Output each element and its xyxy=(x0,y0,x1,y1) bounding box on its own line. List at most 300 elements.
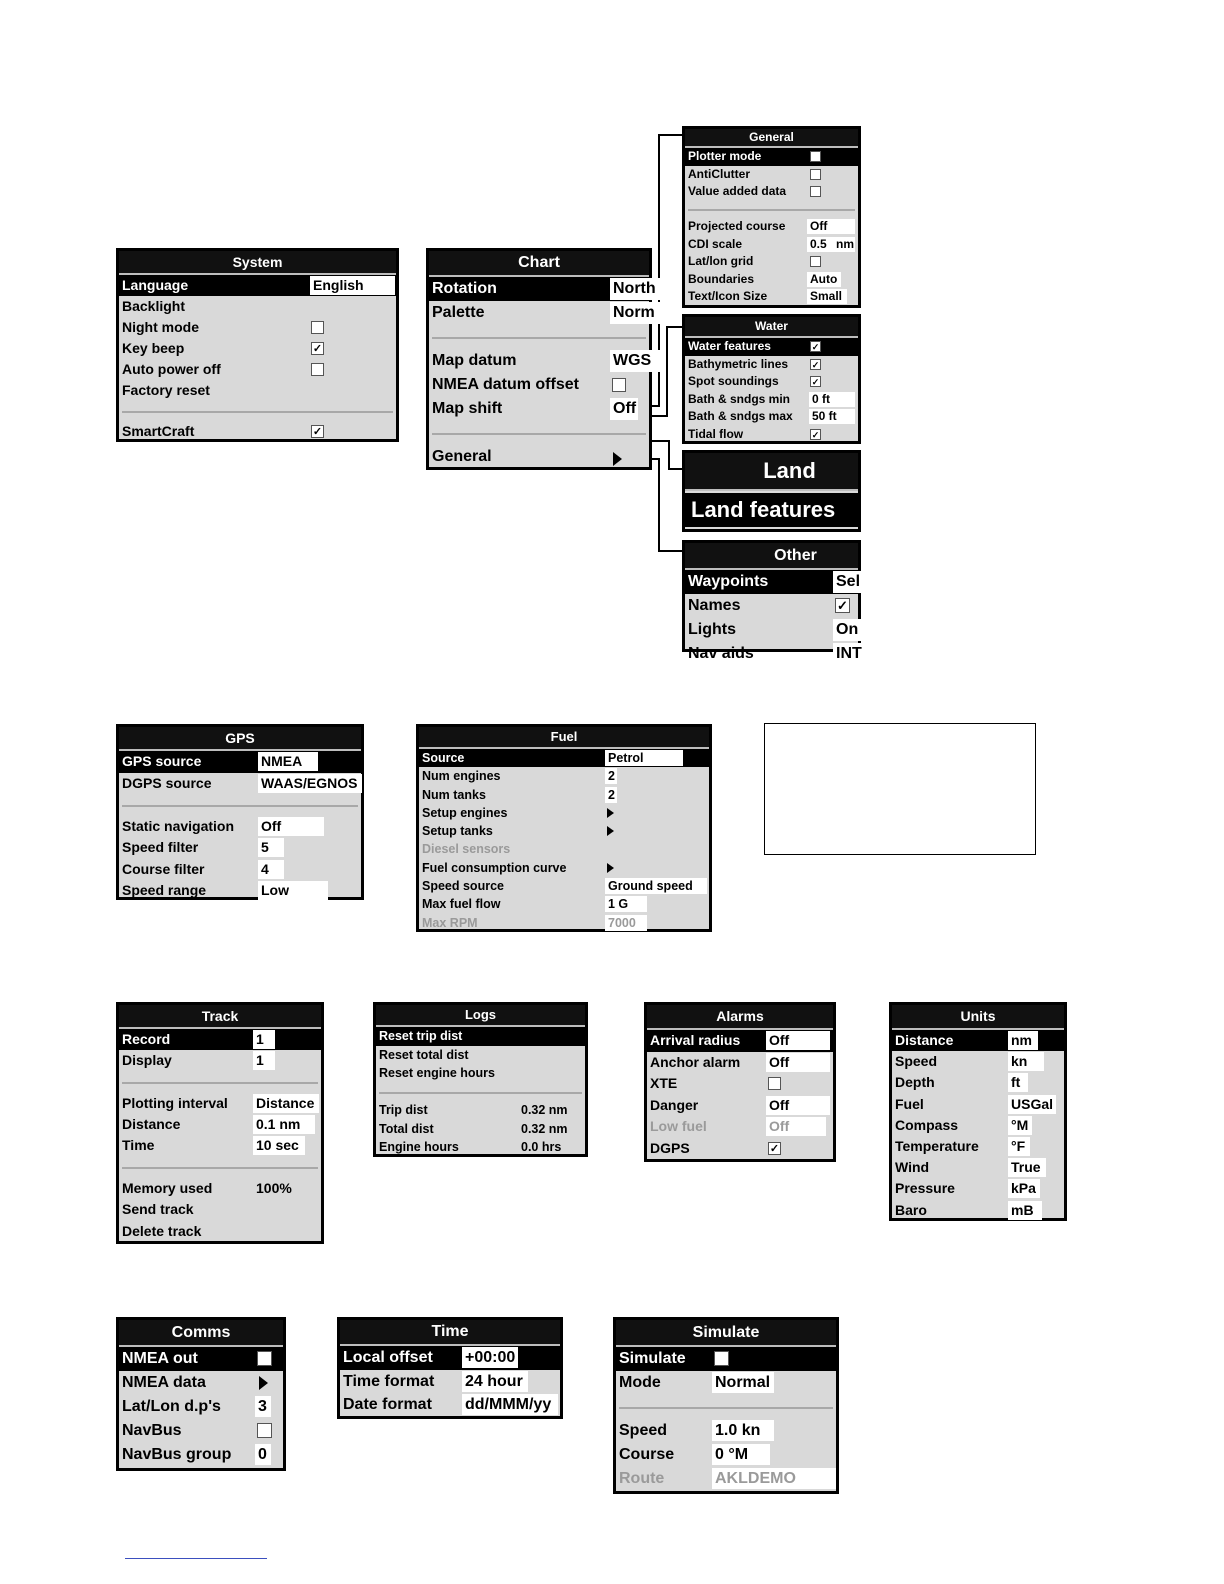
row-label: NMEA data xyxy=(122,1374,206,1391)
separator xyxy=(119,794,361,816)
separator xyxy=(429,421,649,445)
menu-row-wind-unit[interactable] xyxy=(892,1157,1064,1178)
nav-aids-value[interactable]: INT xyxy=(833,643,863,665)
fuel-menu xyxy=(416,724,712,932)
row-label: Boundaries xyxy=(688,271,755,286)
units-menu-title: Units xyxy=(892,1005,1064,1030)
logs-menu-title: Logs xyxy=(376,1005,585,1027)
units-menu xyxy=(889,1002,1067,1221)
menu-row-low-fuel xyxy=(647,1116,833,1138)
route-value: AKLDEMO xyxy=(712,1468,836,1489)
row-label: Speed range xyxy=(122,882,207,898)
temperature-unit-value[interactable]: °F xyxy=(1008,1137,1030,1156)
row-label: Distance xyxy=(122,1116,181,1133)
menu-row-gps-source[interactable] xyxy=(119,751,361,773)
menu-row-send-track[interactable] xyxy=(119,1199,321,1220)
menu-row-simulate[interactable] xyxy=(616,1347,836,1371)
menu-row-auto-power-off[interactable] xyxy=(119,359,396,380)
arrival-radius-value[interactable]: Off xyxy=(766,1031,830,1050)
menu-row-distance-unit[interactable] xyxy=(892,1030,1064,1051)
trip-dist-value: 0.32 nm xyxy=(521,1103,568,1117)
menu-row-anchor-alarm[interactable] xyxy=(647,1052,833,1074)
bathymetric-lines-checkbox[interactable]: ✓ xyxy=(811,359,820,370)
row-label: Setup engines xyxy=(422,805,508,820)
source-value[interactable]: Petrol xyxy=(605,750,683,766)
row-label: Language xyxy=(122,277,189,293)
chart-menu-title: Chart xyxy=(429,251,649,277)
menu-row-nmea-out[interactable] xyxy=(119,1347,283,1371)
row-label: Low fuel xyxy=(650,1118,707,1134)
menu-row-source[interactable] xyxy=(419,749,709,767)
row-label: NavBus xyxy=(122,1422,182,1439)
connector-line xyxy=(668,440,670,470)
row-label: Course filter xyxy=(122,860,205,877)
num-engines-value[interactable]: 2 xyxy=(605,768,617,784)
menu-row-baro-unit[interactable] xyxy=(892,1200,1064,1221)
local-offset-value[interactable]: +00:00 xyxy=(462,1347,518,1368)
menu-row-static-navigation[interactable] xyxy=(119,816,361,838)
row-label: Time xyxy=(122,1137,155,1154)
date-format-value[interactable]: dd/MMM/yy xyxy=(462,1394,558,1415)
row-label: Memory used xyxy=(122,1180,213,1197)
row-label: Record xyxy=(122,1031,171,1047)
menu-row-temperature-unit[interactable] xyxy=(892,1136,1064,1157)
other-menu-title: Other xyxy=(685,543,858,570)
row-label: Lat/lon grid xyxy=(688,254,754,268)
connector-line xyxy=(650,440,670,442)
menu-row-danger[interactable] xyxy=(647,1095,833,1117)
menu-row-boundaries[interactable] xyxy=(685,271,858,289)
menu-row-course-filter[interactable] xyxy=(119,859,361,881)
row-label: Rotation xyxy=(432,280,497,297)
row-label: Num tanks xyxy=(422,787,486,802)
menu-row-map-datum[interactable] xyxy=(429,349,652,373)
row-label: Text/Icon Size xyxy=(688,289,768,303)
course-value[interactable]: 0 °M xyxy=(712,1444,770,1465)
bath-sndgs-min-value[interactable]: 0 ft xyxy=(809,392,855,407)
row-label: Bathymetric lines xyxy=(688,356,789,371)
menu-row-lights[interactable] xyxy=(685,618,858,642)
row-label: Max fuel flow xyxy=(422,897,501,912)
row-label: Reset total dist xyxy=(379,1047,469,1062)
distance-unit-value[interactable]: nm xyxy=(1008,1031,1038,1050)
row-label: Bath & sndgs min xyxy=(688,391,791,406)
row-label: Num engines xyxy=(422,769,501,784)
row-label: Auto power off xyxy=(122,361,221,377)
menu-row-tidal-flow[interactable] xyxy=(685,426,858,444)
row-label: GPS source xyxy=(122,753,202,769)
row-label: Send track xyxy=(122,1201,194,1218)
nmea-datum-offset-checkbox[interactable] xyxy=(612,378,626,392)
separator xyxy=(376,1083,585,1102)
menu-row-compass-unit[interactable] xyxy=(892,1115,1064,1136)
row-label: NMEA out xyxy=(122,1350,198,1367)
menu-row-speed-filter[interactable] xyxy=(119,837,361,859)
cdi-scale-number: 0.5 xyxy=(810,236,827,251)
menu-row-names[interactable] xyxy=(685,594,858,618)
submenu-arrow-icon xyxy=(607,863,614,873)
row-label: Lights xyxy=(688,621,736,638)
row-label: SmartCraft xyxy=(122,423,195,439)
system-menu xyxy=(116,248,399,442)
row-label: Route xyxy=(619,1470,665,1487)
waypoints-value[interactable]: Sel xyxy=(833,571,863,593)
menu-row-trip-dist xyxy=(376,1101,585,1120)
menu-row-reset-total-dist[interactable] xyxy=(376,1046,585,1065)
row-label: Arrival radius xyxy=(650,1032,741,1048)
row-label: Time format xyxy=(343,1372,435,1390)
simulate-menu xyxy=(613,1317,839,1494)
row-label: Diesel sensors xyxy=(422,842,511,857)
row-label: Waypoints xyxy=(688,573,769,590)
speed-filter-value[interactable]: 5 xyxy=(258,838,284,857)
menu-row-mode[interactable] xyxy=(616,1371,836,1395)
menu-row-nmea-data[interactable] xyxy=(119,1371,283,1395)
spot-soundings-checkbox[interactable]: ✓ xyxy=(811,377,820,387)
row-label: Fuel consumption curve xyxy=(422,860,567,875)
row-label: Pressure xyxy=(895,1180,955,1197)
menu-row-spot-soundings[interactable] xyxy=(685,373,858,391)
menu-row-setup-tanks[interactable] xyxy=(419,822,709,840)
menu-row-anticlutter[interactable] xyxy=(685,166,858,184)
separator xyxy=(119,1157,321,1178)
distance-value[interactable]: 0.1 nm xyxy=(253,1115,315,1134)
menu-row-backlight[interactable] xyxy=(119,296,396,317)
pressure-unit-value[interactable]: kPa xyxy=(1008,1179,1040,1198)
separator xyxy=(685,201,858,219)
smartcraft-checkbox[interactable]: ✓ xyxy=(312,426,323,438)
menu-row-time-format[interactable] xyxy=(340,1370,560,1394)
menu-row-max-rpm xyxy=(419,914,709,932)
row-label: Course xyxy=(619,1446,675,1463)
wind-unit-value[interactable]: True xyxy=(1008,1158,1046,1177)
row-label: Value added data xyxy=(688,184,787,198)
row-label: Compass xyxy=(895,1116,959,1133)
map-shift-value[interactable]: Off xyxy=(610,398,638,420)
row-label: Factory reset xyxy=(122,382,210,398)
row-label: Anchor alarm xyxy=(650,1053,741,1070)
row-label: Display xyxy=(122,1052,172,1069)
menu-row-speed-source[interactable] xyxy=(419,877,709,895)
menu-row-factory-reset[interactable] xyxy=(119,380,396,401)
engine-hours-value: 0.0 hrs xyxy=(521,1140,562,1154)
record-value[interactable]: 1 xyxy=(253,1030,275,1049)
value-added-data-checkbox[interactable] xyxy=(810,186,821,197)
system-menu-title: System xyxy=(119,251,396,275)
row-label: Depth xyxy=(895,1074,935,1091)
fuel-menu-title: Fuel xyxy=(419,727,709,749)
row-label: NavBus group xyxy=(122,1446,232,1463)
cdi-scale-value[interactable] xyxy=(807,237,855,252)
row-label: Projected course xyxy=(688,219,786,233)
lat-lon-dp-value[interactable]: 3 xyxy=(255,1396,271,1417)
menu-row-local-offset[interactable] xyxy=(340,1346,560,1370)
submenu-arrow-icon xyxy=(607,826,614,836)
course-filter-value[interactable]: 4 xyxy=(258,860,284,879)
menu-row-general[interactable] xyxy=(429,445,649,469)
menu-row-engine-hours xyxy=(376,1138,585,1157)
time-menu-title: Time xyxy=(340,1320,560,1346)
menu-row-record[interactable] xyxy=(119,1029,321,1050)
lat-lon-grid-checkbox[interactable] xyxy=(810,256,821,267)
menu-row-smartcraft[interactable] xyxy=(119,421,396,442)
row-label: Fuel xyxy=(895,1095,924,1112)
footnote-link-underline xyxy=(125,1558,267,1559)
menu-row-reset-trip-dist[interactable] xyxy=(376,1027,585,1046)
menu-row-reset-engine-hours[interactable] xyxy=(376,1064,585,1083)
simulate-menu-title: Simulate xyxy=(616,1320,836,1347)
night-mode-checkbox[interactable] xyxy=(311,321,324,334)
xte-checkbox[interactable] xyxy=(768,1077,781,1090)
row-label: Backlight xyxy=(122,298,186,314)
general-menu xyxy=(682,126,861,308)
row-label: Total dist xyxy=(379,1121,434,1136)
menu-row-key-beep[interactable] xyxy=(119,338,396,359)
menu-row-time[interactable] xyxy=(119,1135,321,1156)
menu-row-projected-course[interactable] xyxy=(685,218,858,236)
row-label: Speed filter xyxy=(122,839,199,855)
anchor-alarm-value[interactable]: Off xyxy=(766,1053,830,1072)
menu-row-arrival-radius[interactable] xyxy=(647,1030,833,1052)
row-label: Speed source xyxy=(422,879,504,894)
submenu-arrow-icon xyxy=(613,452,622,466)
menu-row-plotter-mode[interactable] xyxy=(685,148,858,166)
menu-row-lat-lon-grid[interactable] xyxy=(685,253,858,271)
row-label: Key beep xyxy=(122,340,185,356)
alarms-menu-title: Alarms xyxy=(647,1005,833,1030)
menu-row-rotation[interactable] xyxy=(429,277,656,301)
menu-row-delete-track[interactable] xyxy=(119,1221,321,1242)
menu-row-dgps[interactable] xyxy=(647,1138,833,1160)
row-label: DGPS source xyxy=(122,774,212,791)
bath-sndgs-max-value[interactable]: 50 ft xyxy=(809,409,855,424)
separator xyxy=(429,325,649,349)
row-label: Engine hours xyxy=(379,1140,459,1154)
menu-row-xte[interactable] xyxy=(647,1073,833,1095)
row-label: CDI scale xyxy=(688,236,743,251)
menu-row-language[interactable] xyxy=(119,275,396,296)
time-value[interactable]: 10 sec xyxy=(253,1136,305,1155)
rotation-value[interactable]: North xyxy=(610,278,660,300)
menu-row-fuel-unit[interactable] xyxy=(892,1094,1064,1115)
menu-row-cdi-scale[interactable] xyxy=(685,236,858,254)
alarms-menu xyxy=(644,1002,836,1162)
menu-row-pressure-unit[interactable] xyxy=(892,1178,1064,1199)
time-format-value[interactable]: 24 hour xyxy=(462,1371,528,1392)
menu-row-bath-sndgs-min[interactable] xyxy=(685,391,858,409)
connector-line xyxy=(658,134,684,136)
simulate-checkbox[interactable] xyxy=(714,1351,729,1366)
max-fuel-flow-value[interactable]: 1 G xyxy=(605,896,647,912)
gps-menu-title: GPS xyxy=(119,727,361,751)
menu-row-speed-unit[interactable] xyxy=(892,1051,1064,1072)
menu-row-total-dist xyxy=(376,1120,585,1139)
row-label: Date format xyxy=(343,1396,432,1413)
row-label: Map datum xyxy=(432,352,517,369)
row-label: Distance xyxy=(895,1032,954,1048)
menu-row-waypoints[interactable] xyxy=(685,570,861,594)
land-menu-title: Land xyxy=(685,453,858,491)
menu-row-dgps-source[interactable] xyxy=(119,773,361,795)
gps-source-value[interactable]: NMEA xyxy=(258,752,318,771)
row-label: DGPS xyxy=(650,1139,690,1156)
baro-unit-value[interactable]: mB xyxy=(1008,1201,1042,1220)
row-label: Speed xyxy=(619,1422,668,1439)
menu-row-route xyxy=(616,1467,836,1491)
menu-row-setup-engines[interactable] xyxy=(419,804,709,822)
navbus-group-value[interactable]: 0 xyxy=(255,1444,271,1465)
menu-row-diesel-sensors xyxy=(419,840,709,858)
language-value[interactable]: English xyxy=(310,276,395,295)
dgps-checkbox[interactable]: ✓ xyxy=(769,1142,780,1155)
dgps-source-value[interactable]: WAAS/EGNOS xyxy=(258,774,362,793)
map-datum-value[interactable]: WGS xyxy=(610,350,660,372)
auto-power-off-checkbox[interactable] xyxy=(311,363,324,376)
row-label: Spot soundings xyxy=(688,374,779,388)
track-menu xyxy=(116,1002,324,1244)
row-label: Source xyxy=(422,751,465,765)
tidal-flow-checkbox[interactable]: ✓ xyxy=(811,429,820,440)
menu-row-lat-lon-dp[interactable] xyxy=(119,1395,283,1419)
row-label: Reset engine hours xyxy=(379,1066,495,1080)
row-label: Speed xyxy=(895,1053,938,1070)
menu-row-distance[interactable] xyxy=(119,1114,321,1135)
memory-used-value: 100% xyxy=(256,1180,292,1197)
speed-value[interactable]: 1.0 kn xyxy=(712,1420,774,1441)
row-label: Mode xyxy=(619,1374,661,1391)
menu-row-plotting-interval[interactable] xyxy=(119,1093,321,1114)
row-label: Baro xyxy=(895,1201,927,1218)
fuel-unit-value[interactable]: USGal xyxy=(1008,1095,1056,1114)
cdi-scale-unit: nm xyxy=(836,236,855,251)
projected-course-value[interactable]: Off xyxy=(807,219,855,234)
menu-row-value-added-data[interactable] xyxy=(685,183,858,201)
plotter-mode-checkbox[interactable] xyxy=(810,151,821,162)
menu-row-nmea-datum-offset[interactable] xyxy=(429,373,649,397)
palette-value[interactable]: Norm xyxy=(610,302,660,324)
gps-menu xyxy=(116,724,364,900)
max-rpm-value: 7000 xyxy=(605,915,647,931)
compass-unit-value[interactable]: °M xyxy=(1008,1116,1032,1135)
speed-source-value[interactable]: Ground speed xyxy=(605,878,707,894)
depth-unit-value[interactable]: ft xyxy=(1008,1073,1028,1092)
general-menu-title: General xyxy=(685,129,858,148)
menu-row-course[interactable] xyxy=(616,1443,836,1467)
row-label: Palette xyxy=(432,304,485,321)
text-icon-size-value[interactable]: Small xyxy=(807,289,847,304)
names-checkbox[interactable]: ✓ xyxy=(835,598,850,613)
blank-panel xyxy=(764,723,1036,855)
logs-menu xyxy=(373,1002,588,1157)
separator xyxy=(119,401,396,421)
nmea-out-checkbox[interactable] xyxy=(257,1351,272,1366)
row-label: Trip dist xyxy=(379,1103,428,1117)
comms-menu-title: Comms xyxy=(119,1320,283,1347)
menu-row-water-features[interactable] xyxy=(685,338,858,356)
water-menu xyxy=(682,314,861,444)
row-label: Tidal flow xyxy=(688,426,744,441)
menu-row-depth-unit[interactable] xyxy=(892,1072,1064,1093)
num-tanks-value[interactable]: 2 xyxy=(605,787,617,803)
mode-value[interactable]: Normal xyxy=(712,1372,774,1393)
row-label: Names xyxy=(688,597,741,614)
row-label: Local offset xyxy=(343,1349,433,1366)
lights-value[interactable]: On xyxy=(833,619,863,641)
row-label: Map shift xyxy=(432,400,503,417)
other-menu xyxy=(682,540,862,662)
time-menu xyxy=(337,1317,563,1419)
menu-row-bathymetric-lines[interactable] xyxy=(685,356,858,374)
menu-row-land-features[interactable] xyxy=(685,493,858,527)
row-label: Night mode xyxy=(122,319,199,335)
row-label: Temperature xyxy=(895,1137,979,1154)
menu-row-navbus[interactable] xyxy=(119,1419,283,1443)
plotting-interval-value[interactable]: Distance xyxy=(253,1094,319,1113)
low-fuel-value: Off xyxy=(766,1117,826,1136)
submenu-arrow-icon xyxy=(607,808,614,818)
menu-row-date-format[interactable] xyxy=(340,1393,560,1417)
row-label: Bath & sndgs max xyxy=(688,409,793,423)
menu-row-fuel-consumption-curve[interactable] xyxy=(419,859,709,877)
water-menu-title: Water xyxy=(685,317,858,338)
track-menu-title: Track xyxy=(119,1005,321,1029)
separator xyxy=(616,1395,836,1419)
menu-row-night-mode[interactable] xyxy=(119,317,396,338)
water-features-checkbox[interactable]: ✓ xyxy=(811,342,820,352)
menu-row-bath-sndgs-max[interactable] xyxy=(685,408,858,426)
menu-row-memory-used xyxy=(119,1178,321,1199)
submenu-arrow-icon xyxy=(259,1376,268,1390)
row-label: Lat/Lon d.p's xyxy=(122,1398,221,1415)
menu-row-nav-aids[interactable] xyxy=(685,642,862,666)
row-label: Water features xyxy=(688,339,771,353)
connector-line xyxy=(658,458,660,552)
row-label: Max RPM xyxy=(422,915,478,930)
danger-value[interactable]: Off xyxy=(766,1096,830,1115)
static-navigation-value[interactable]: Off xyxy=(258,817,324,836)
navbus-checkbox[interactable] xyxy=(257,1423,272,1438)
row-label: Wind xyxy=(895,1159,930,1176)
menu-row-speed-range[interactable] xyxy=(119,880,361,902)
menu-row-speed[interactable] xyxy=(616,1419,836,1443)
row-label: Static navigation xyxy=(122,817,235,834)
boundaries-value[interactable]: Auto xyxy=(807,272,841,287)
row-label: AntiClutter xyxy=(688,166,750,181)
row-label: XTE xyxy=(650,1075,678,1091)
row-label: Setup tanks xyxy=(422,824,493,839)
chart-menu xyxy=(426,248,656,470)
menu-row-num-engines[interactable] xyxy=(419,767,709,785)
menu-row-max-fuel-flow[interactable] xyxy=(419,895,709,913)
row-label: Danger xyxy=(650,1096,699,1113)
key-beep-checkbox[interactable]: ✓ xyxy=(312,343,323,355)
row-label: Land features xyxy=(691,497,836,522)
menu-row-num-tanks[interactable] xyxy=(419,786,709,804)
row-label: NMEA datum offset xyxy=(432,376,579,393)
menu-row-palette[interactable] xyxy=(429,301,655,325)
menu-row-text-icon-size[interactable] xyxy=(685,288,858,306)
speed-unit-value[interactable]: kn xyxy=(1008,1052,1044,1071)
menu-row-display[interactable] xyxy=(119,1050,321,1071)
anticlutter-checkbox[interactable] xyxy=(810,169,821,180)
menu-row-map-shift[interactable] xyxy=(429,397,649,421)
separator xyxy=(119,1072,321,1093)
speed-range-value[interactable]: Low xyxy=(258,881,328,900)
display-value[interactable]: 1 xyxy=(253,1051,275,1070)
menu-row-navbus-group[interactable] xyxy=(119,1443,283,1467)
connector-line xyxy=(666,326,668,417)
row-label: Plotter mode xyxy=(688,149,762,163)
